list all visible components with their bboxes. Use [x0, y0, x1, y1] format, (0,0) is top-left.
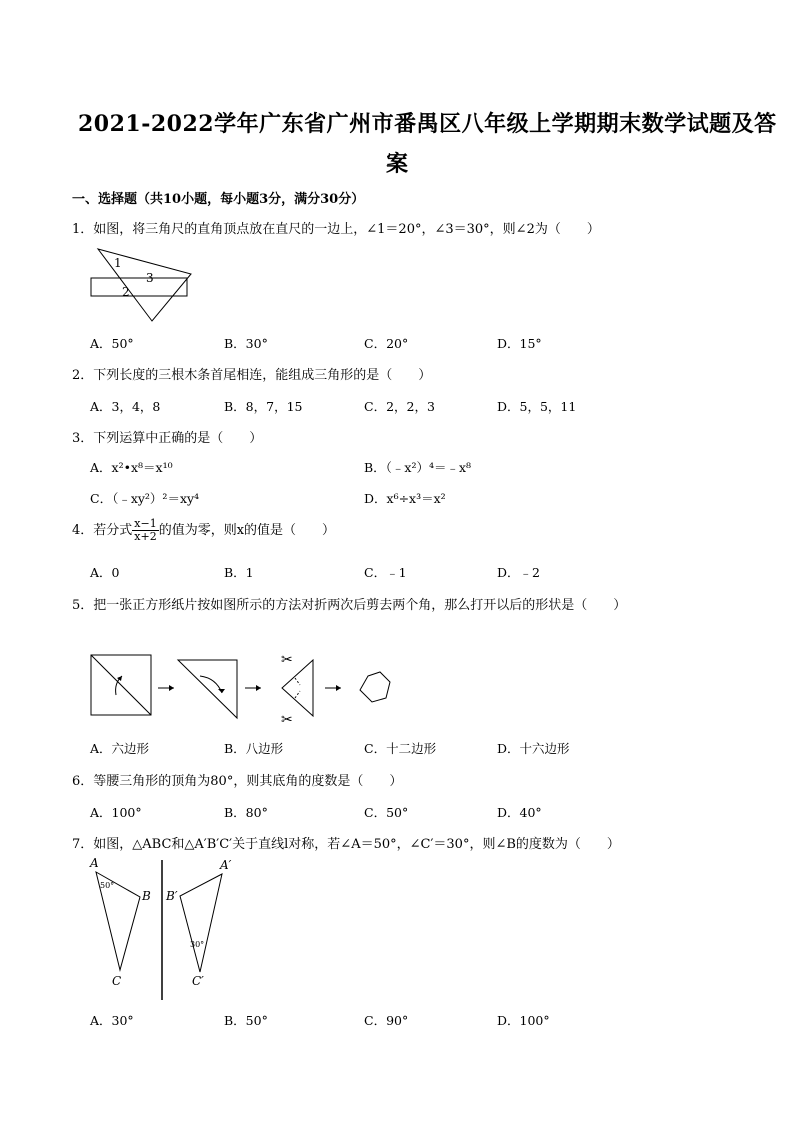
angle-a-label: 50° — [100, 881, 115, 890]
label-a: A — [90, 856, 99, 870]
q1-label-2: 2 — [122, 285, 130, 299]
label-b: B — [142, 889, 151, 903]
question-1-option-d[interactable]: D．15° — [497, 336, 542, 351]
question-3-option-a[interactable]: A．x²•x⁸＝x¹⁰ — [90, 460, 173, 475]
fraction-denominator: x+2 — [134, 530, 157, 543]
scissors-icon: ✂ — [281, 652, 293, 668]
question-7-figure — [82, 852, 247, 1007]
scissors-icon: ✂ — [281, 712, 293, 728]
fraction-numerator: x−1 — [134, 517, 157, 530]
label-c-prime: C′ — [192, 974, 204, 988]
question-3-stem: 3．下列运算中正确的是（ ） — [72, 431, 263, 446]
question-1-option-b[interactable]: B．30° — [224, 336, 268, 351]
question-2-option-d[interactable]: D．5，5，11 — [497, 399, 577, 414]
question-5-option-a[interactable]: A．六边形 — [90, 741, 150, 756]
question-1-figure — [88, 245, 198, 325]
question-4-fraction — [132, 518, 158, 543]
question-1-option-c[interactable]: C．20° — [364, 336, 409, 351]
question-4-option-d[interactable]: D．﹣2 — [497, 565, 540, 580]
question-2-option-a[interactable]: A．3，4，8 — [90, 399, 161, 414]
question-7-option-d[interactable]: D．100° — [497, 1013, 550, 1028]
question-3-option-d[interactable]: D．x⁶÷x³＝x² — [364, 491, 446, 506]
question-7-stem: 7．如图，△ABC和△A′B′C′关于直线l对称，若∠A＝50°，∠C′＝30°，则∠B的度数为（ ） — [72, 837, 620, 852]
question-7-option-c[interactable]: C．90° — [364, 1013, 409, 1028]
question-7-option-a[interactable]: A．30° — [90, 1013, 134, 1028]
question-4-option-b[interactable]: B．1 — [224, 565, 254, 580]
question-4-stem-pre: 4．若分式 — [72, 523, 133, 538]
question-6-stem: 6．等腰三角形的顶角为80°，则其底角的度数是（ ） — [72, 774, 403, 789]
question-2-stem: 2．下列长度的三根木条首尾相连，能组成三角形的是（ ） — [72, 368, 432, 383]
angle-c-prime-label: 30° — [190, 940, 205, 949]
question-6-option-d[interactable]: D．40° — [497, 805, 542, 820]
question-4-stem — [72, 518, 335, 543]
question-4-stem-post: 的值为零，则x的值是（ ） — [158, 523, 336, 538]
label-b-prime: B′ — [166, 889, 178, 903]
section-heading: 一、选择题（共10小题，每小题3分，满分30分） — [72, 192, 365, 207]
question-2-option-b[interactable]: B．8，7，15 — [224, 399, 303, 414]
question-1-option-a[interactable]: A．50° — [90, 336, 134, 351]
page-title-line2: 案 — [386, 151, 409, 177]
question-7-option-b[interactable]: B．50° — [224, 1013, 268, 1028]
label-c: C — [112, 974, 122, 988]
question-3-option-c[interactable]: C．（﹣xy²）²＝xy⁴ — [90, 491, 200, 506]
question-3-option-b[interactable]: B．（﹣x²）⁴＝﹣x⁸ — [364, 460, 472, 475]
question-6-option-c[interactable]: C．50° — [364, 805, 409, 820]
page-title-line1: 2021-2022学年广东省广州市番禺区八年级上学期期末数学试题及答 — [78, 111, 777, 137]
question-5-stem: 5．把一张正方形纸片按如图所示的方法对折两次后剪去两个角，那么打开以后的形状是（ ） — [72, 598, 627, 613]
question-5-option-d[interactable]: D．十六边形 — [497, 741, 570, 756]
q1-label-1: 1 — [114, 256, 122, 270]
question-6-option-a[interactable]: A．100° — [90, 805, 142, 820]
label-a-prime: A′ — [220, 858, 232, 872]
question-5-figure — [88, 648, 398, 728]
question-2-option-c[interactable]: C．2，2，3 — [364, 399, 435, 414]
question-4-option-c[interactable]: C．﹣1 — [364, 565, 407, 580]
question-5-option-c[interactable]: C．十二边形 — [364, 741, 437, 756]
question-5-option-b[interactable]: B．八边形 — [224, 741, 284, 756]
q1-label-3: 3 — [146, 271, 154, 285]
question-6-option-b[interactable]: B．80° — [224, 805, 268, 820]
question-1-stem: 1．如图，将三角尺的直角顶点放在直尺的一边上，∠1＝20°，∠3＝30°，则∠2为（ ） — [72, 222, 600, 237]
question-4-option-a[interactable]: A．0 — [90, 565, 120, 580]
